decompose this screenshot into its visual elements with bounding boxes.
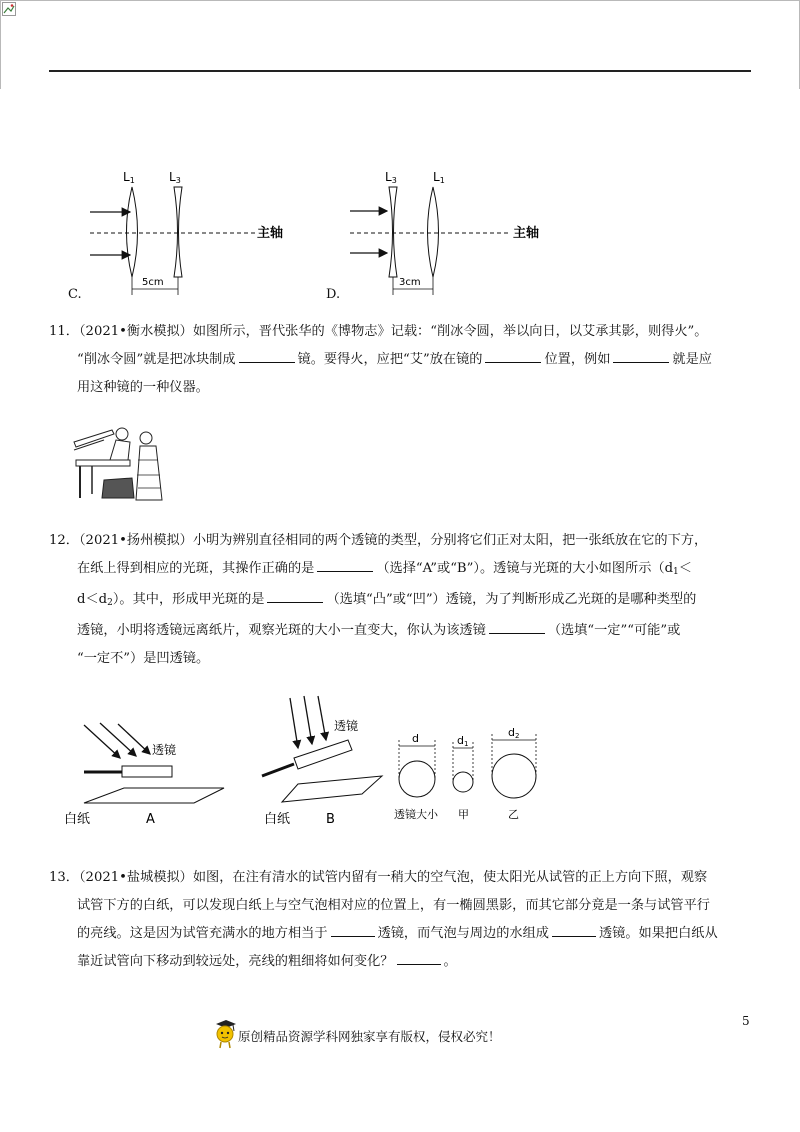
c-axis-label: 主轴 (257, 226, 284, 241)
q12-blank-2[interactable] (267, 590, 323, 603)
d-label: d (412, 732, 419, 745)
d-lens2-label: L1 (433, 170, 445, 185)
a-letter: A (146, 812, 155, 827)
footer (212, 1018, 572, 1050)
yi-label: 乙 (508, 808, 519, 821)
broken-image-icon (2, 2, 16, 16)
page-number: 5 (742, 1014, 750, 1028)
q11-line-1: 11．（2021•衡水模拟）如图所示，晋代张华的《博物志》记载：“削冰令圆，举以向日，以艾承其影，则得火”。 (49, 324, 708, 339)
q13-line-4: 靠近试管向下移动到较远处，亮线的粗细将如何变化？ 。 (77, 954, 457, 969)
q12-blank-3[interactable] (489, 621, 545, 634)
jia-label: 甲 (458, 808, 469, 821)
q12-line-5: “一定不”）是凹透镜。 (77, 651, 210, 666)
d-lens1-label: L3 (385, 170, 397, 185)
q13-blank-2[interactable] (552, 924, 596, 937)
size-label: 透镜大小 (394, 808, 438, 821)
option-d: D. (326, 287, 341, 302)
q13-line-2: 试管下方的白纸，可以发现白纸上与空气泡相对应的位置上，有一椭圆黑影，而其它部分竟是一条与试管平行 (77, 898, 710, 913)
question-13 (49, 864, 754, 976)
c-distance-label: 5cm (142, 277, 164, 288)
diagram-d (345, 165, 550, 300)
q13-line-1: 13．（2021•盐城模拟）如图，在注有清水的试管内留有一稍大的空气泡，使太阳光从试管的正上方向下照，观察 (49, 870, 708, 885)
d-axis-label: 主轴 (513, 226, 540, 241)
footer-copyright: 原创精品资源学科网独家享有版权，侵权必究！ (238, 1029, 501, 1044)
question-12 (49, 527, 754, 673)
c-lens1-label: L1 (123, 170, 135, 185)
b-paper-label: 白纸 (264, 812, 291, 827)
c-lens2-label: L3 (169, 170, 181, 185)
header-frame (0, 0, 800, 89)
q11-blank-1[interactable] (239, 350, 295, 363)
q11-line-2: “削冰令圆”就是把冰块制成 镜。要得火，应把“艾”放在镜的 位置，例如 就是应 (77, 352, 712, 367)
d2-label: d2 (508, 726, 520, 740)
mascot-icon (212, 1018, 238, 1050)
q12-line-1: 12．（2021•扬州模拟）小明为辨别直径相同的两个透镜的类型，分别将它们正对太阳，把一张纸放在它的下方， (49, 533, 708, 548)
d-distance-label: 3cm (399, 277, 421, 288)
q11-blank-3[interactable] (613, 350, 669, 363)
option-c: C. (68, 287, 82, 302)
d1-label: d1 (457, 734, 469, 748)
b-letter: B (326, 812, 335, 827)
q13-blank-1[interactable] (331, 924, 375, 937)
q13-line-3: 的亮线。这是因为试管充满水的地方相当于 透镜，而气泡与周边的水组成 透镜。如果把白纸从 (77, 926, 718, 941)
q11-illustration (72, 420, 172, 502)
q12-line-4: 透镜，小明将透镜远离纸片，观察光斑的大小一直变大，你认为该透镜 （选填“一定”“可能”或 (77, 623, 681, 638)
q12-line-3: $d<d_2$）。其中，形成甲光斑的是 （选填“凸”或“凹”）透镜，为了判断形成乙光斑的是哪种类型的 (77, 592, 697, 608)
header-rule (49, 70, 751, 72)
q11-blank-2[interactable] (485, 350, 541, 363)
q12-blank-1[interactable] (317, 559, 373, 572)
question-11 (49, 318, 754, 402)
b-lens-label: 透镜 (334, 719, 359, 733)
a-lens-label: 透镜 (152, 743, 177, 757)
diagram-c (85, 165, 290, 300)
q11-line-3: 用这种镜的一种仪器。 (77, 380, 209, 395)
a-paper-label: 白纸 (64, 812, 91, 827)
q12-line-2: 在纸上得到相应的光斑，其操作正确的是 （选择“A”或“B”）。透镜与光斑的大小如图所示（$d_1<$ (77, 561, 692, 577)
q13-blank-3[interactable] (397, 952, 441, 965)
figure-12 (62, 690, 552, 830)
